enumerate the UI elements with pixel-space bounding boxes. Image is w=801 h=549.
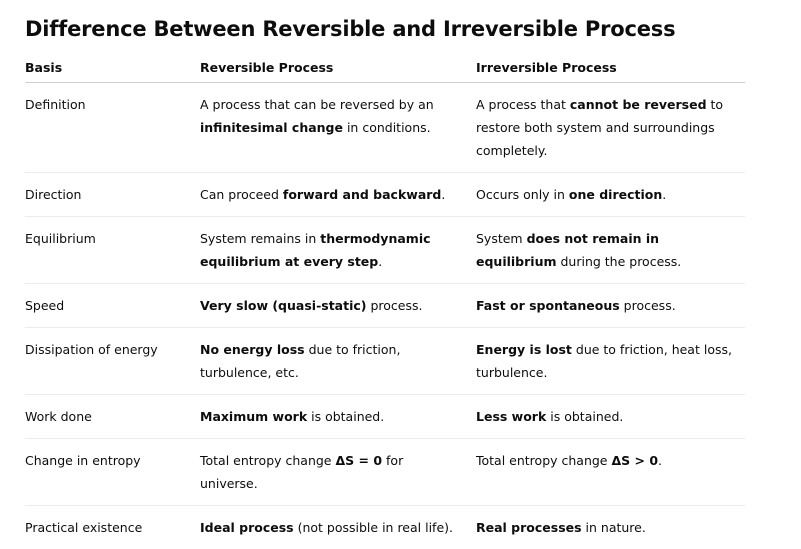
cell-basis: Speed [25, 284, 200, 328]
text-segment: is obtained. [307, 409, 384, 424]
cell-basis: Definition [25, 83, 200, 173]
bold-text: Maximum work [200, 409, 307, 424]
cell-irreversible [476, 217, 745, 284]
bold-text: No energy loss [200, 342, 305, 357]
cell-irreversible [476, 83, 745, 173]
cell-basis: Dissipation of energy [25, 328, 200, 395]
page-title: Difference Between Reversible and Irreversible Process [25, 0, 745, 43]
column-header-irreversible: Irreversible Process [476, 56, 745, 83]
table-row [25, 217, 745, 284]
text-segment: . [441, 187, 445, 202]
text-segment: Total entropy change [476, 453, 611, 468]
text-segment: in conditions. [343, 120, 431, 135]
bold-text: does not remain in equilibrium [476, 231, 659, 269]
text-segment: Can proceed [200, 187, 283, 202]
cell-reversible [200, 506, 476, 549]
bold-text: Ideal process [200, 520, 294, 535]
bold-text: thermodynamic equilibrium at every step [200, 231, 431, 269]
cell-reversible [200, 439, 476, 506]
text-segment: System remains in [200, 231, 320, 246]
table-row [25, 173, 745, 217]
text-segment: (not possible in real life). [294, 520, 453, 535]
table-row [25, 506, 745, 549]
bold-text: infinitesimal change [200, 120, 343, 135]
table-body [25, 83, 745, 549]
table-row [25, 83, 745, 173]
cell-reversible [200, 395, 476, 439]
cell-irreversible [476, 395, 745, 439]
text-segment: . [662, 187, 666, 202]
cell-basis: Change in entropy [25, 439, 200, 506]
text-segment: Occurs only in [476, 187, 569, 202]
comparison-table [25, 56, 745, 549]
cell-basis: Equilibrium [25, 217, 200, 284]
cell-reversible [200, 284, 476, 328]
bold-text: Very slow (quasi-static) [200, 298, 367, 313]
text-segment: process. [620, 298, 676, 313]
text-segment: Total entropy change [200, 453, 335, 468]
cell-irreversible [476, 328, 745, 395]
cell-basis: Work done [25, 395, 200, 439]
bold-text: Fast or spontaneous [476, 298, 620, 313]
text-segment: System [476, 231, 527, 246]
text-segment: to restore both system and surroundings completely. [476, 97, 723, 158]
column-header-reversible: Reversible Process [200, 56, 476, 83]
table-row [25, 328, 745, 395]
text-segment: for universe. [200, 453, 403, 491]
cell-irreversible [476, 506, 745, 549]
text-segment: A process that [476, 97, 570, 112]
bold-text: ΔS = 0 [335, 453, 382, 468]
cell-irreversible [476, 284, 745, 328]
bold-text: forward and backward [283, 187, 441, 202]
bold-text: cannot be reversed [570, 97, 707, 112]
text-segment: process. [367, 298, 423, 313]
document [25, 0, 745, 549]
bold-text: Less work [476, 409, 546, 424]
table-row [25, 284, 745, 328]
cell-irreversible [476, 173, 745, 217]
cell-irreversible [476, 439, 745, 506]
text-segment: is obtained. [546, 409, 623, 424]
text-segment: . [378, 254, 382, 269]
bold-text: Energy is lost [476, 342, 572, 357]
text-segment: due to friction, turbulence, etc. [200, 342, 400, 380]
cell-reversible [200, 328, 476, 395]
cell-basis: Practical existence [25, 506, 200, 549]
text-segment: A process that can be reversed by an [200, 97, 434, 112]
cell-reversible [200, 173, 476, 217]
text-segment: . [658, 453, 662, 468]
bold-text: one direction [569, 187, 662, 202]
cell-reversible [200, 83, 476, 173]
column-header-basis: Basis [25, 56, 200, 83]
text-segment: due to friction, heat loss, turbulence. [476, 342, 732, 380]
bold-text: Real processes [476, 520, 582, 535]
cell-reversible [200, 217, 476, 284]
text-segment: during the process. [557, 254, 682, 269]
bold-text: ΔS > 0 [611, 453, 658, 468]
table-row [25, 439, 745, 506]
text-segment: in nature. [582, 520, 646, 535]
table-header-row [25, 56, 745, 83]
table-row [25, 395, 745, 439]
cell-basis: Direction [25, 173, 200, 217]
